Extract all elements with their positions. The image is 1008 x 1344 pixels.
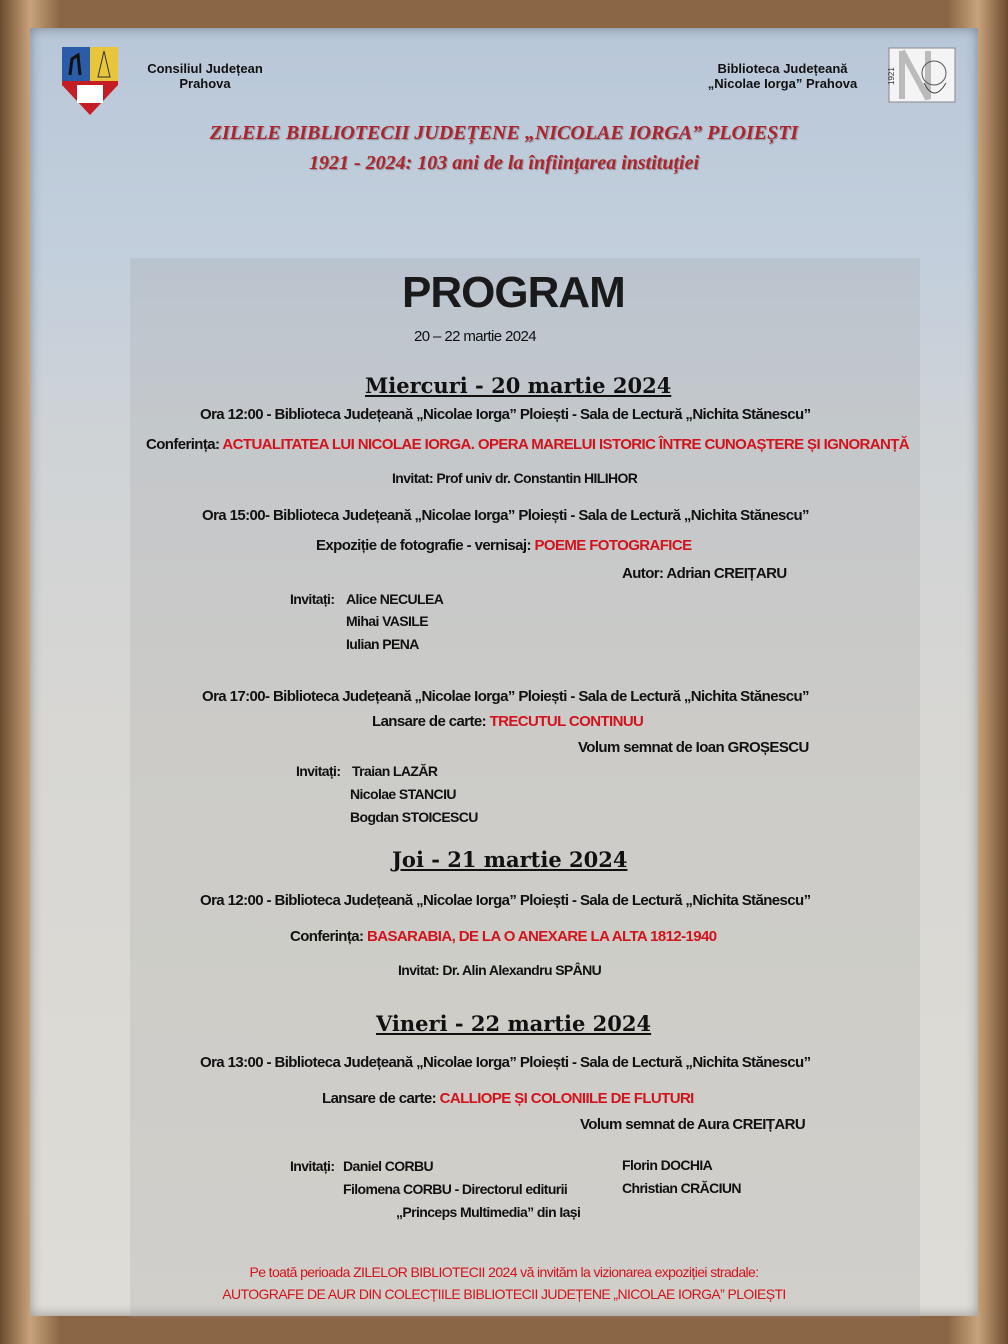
- event-time-location: Ora 12:00 - Biblioteca Județeană „Nicolae Iorga” Ploiești - Sala de Lectură „Nichita Stănescu”: [200, 892, 811, 909]
- event-time-location: Ora 15:00- Biblioteca Județeană „Nicolae Iorga” Ploiești - Sala de Lectură „Nichita Stănescu”: [202, 507, 809, 524]
- event-guest: Invitat: Prof univ dr. Constantin HILIHOR: [392, 470, 638, 486]
- guest-name: Iulian PENA: [346, 636, 419, 652]
- event-time-location: Ora 12:00 - Biblioteca Județeană „Nicolae Iorga” Ploiești - Sala de Lectură „Nichita Stănescu”: [200, 406, 811, 423]
- event-title-line: [372, 713, 643, 730]
- guests-label: Invitați:: [290, 1158, 335, 1174]
- event-name: BASARABIA, DE LA O ANEXARE LA ALTA 1812-1940: [366, 928, 717, 945]
- program-heading: PROGRAM: [402, 268, 625, 317]
- guest-name: Traian LAZĂR: [352, 763, 438, 779]
- event-name: TRECUTUL CONTINUU: [489, 713, 644, 730]
- event-type: Conferința:: [290, 928, 364, 945]
- event-time-location: Ora 17:00- Biblioteca Județeană „Nicolae Iorga” Ploiești - Sala de Lectură „Nichita Stănescu”: [202, 688, 809, 705]
- guests-label: Invitați:: [290, 591, 335, 607]
- event-title-line: [316, 537, 692, 554]
- event-author: Autor: Adrian CREIȚARU: [622, 565, 787, 582]
- poster-background: [30, 28, 978, 1316]
- event-type: Expoziție de fotografie - vernisaj:: [316, 537, 531, 554]
- guest-name: Mihai VASILE: [346, 613, 428, 629]
- guest-name: Christian CRĂCIUN: [622, 1180, 741, 1196]
- footer-line-1: Pe toată perioada ZILELOR BIBLIOTECII 2024 vă invităm la vizionarea expoziției stradale:: [249, 1264, 759, 1280]
- title-line-2: 1921 - 2024: 103 ani de la înființarea instituției: [308, 152, 700, 174]
- event-author: Volum semnat de Ioan GROȘESCU: [578, 739, 809, 756]
- event-type: Lansare de carte:: [372, 713, 487, 730]
- guest-name: Florin DOCHIA: [622, 1157, 713, 1173]
- guest-name: Nicolae STANCIU: [350, 786, 456, 802]
- day-heading-friday: Vineri - 22 martie 2024: [376, 1011, 652, 1036]
- prahova-coat-of-arms-logo: [60, 45, 120, 117]
- event-guest: Invitat: Dr. Alin Alexandru SPÂNU: [398, 962, 602, 978]
- program-dates: 20 – 22 martie 2024: [414, 328, 537, 345]
- footer-line-2: AUTOGRAFE DE AUR DIN COLECȚIILE BIBLIOTECII JUDEȚENE „NICOLAE IORGA” PLOIEȘTI: [222, 1286, 786, 1302]
- library-logo-iorga: [888, 47, 956, 103]
- guest-name: „Princeps Multimedia” din Iași: [396, 1204, 581, 1220]
- guest-name: Bogdan STOICESCU: [350, 809, 478, 825]
- guest-name: Daniel CORBU: [343, 1158, 434, 1174]
- event-title-line: [322, 1090, 694, 1107]
- event-type: Conferința:: [146, 436, 220, 453]
- event-name: ACTUALITATEA LUI NICOLAE IORGA. OPERA MARELUI ISTORIC ÎNTRE CUNOAȘTERE ȘI IGNORANȚĂ: [222, 436, 910, 453]
- guest-name: Alice NECULEA: [346, 591, 444, 607]
- guests-label: Invitați:: [296, 763, 341, 779]
- day-heading-wednesday: Miercuri - 20 martie 2024: [365, 373, 672, 398]
- event-title-line: [146, 436, 909, 453]
- svg-text:1921: 1921: [887, 67, 896, 85]
- event-name: POEME FOTOGRAFICE: [534, 537, 692, 554]
- right-org-name: Biblioteca Județeană „Nicolae Iorga” Prahova: [707, 61, 858, 91]
- left-org-name: Consiliul Județean Prahova: [147, 61, 263, 91]
- event-title-line: [290, 928, 716, 945]
- event-time-location: Ora 13:00 - Biblioteca Județeană „Nicolae Iorga” Ploiești - Sala de Lectură „Nichita Stănescu”: [200, 1054, 811, 1071]
- event-name: CALLIOPE ȘI COLONIILE DE FLUTURI: [439, 1090, 694, 1107]
- event-type: Lansare de carte:: [322, 1090, 437, 1107]
- title-line-1: ZILELE BIBLIOTECII JUDEȚENE „NICOLAE IORGA” PLOIEȘTI: [209, 122, 799, 144]
- event-author: Volum semnat de Aura CREIȚARU: [580, 1116, 806, 1133]
- guest-name: Filomena CORBU - Directorul editurii: [343, 1181, 568, 1197]
- day-heading-thursday: Joi - 21 martie 2024: [392, 847, 628, 872]
